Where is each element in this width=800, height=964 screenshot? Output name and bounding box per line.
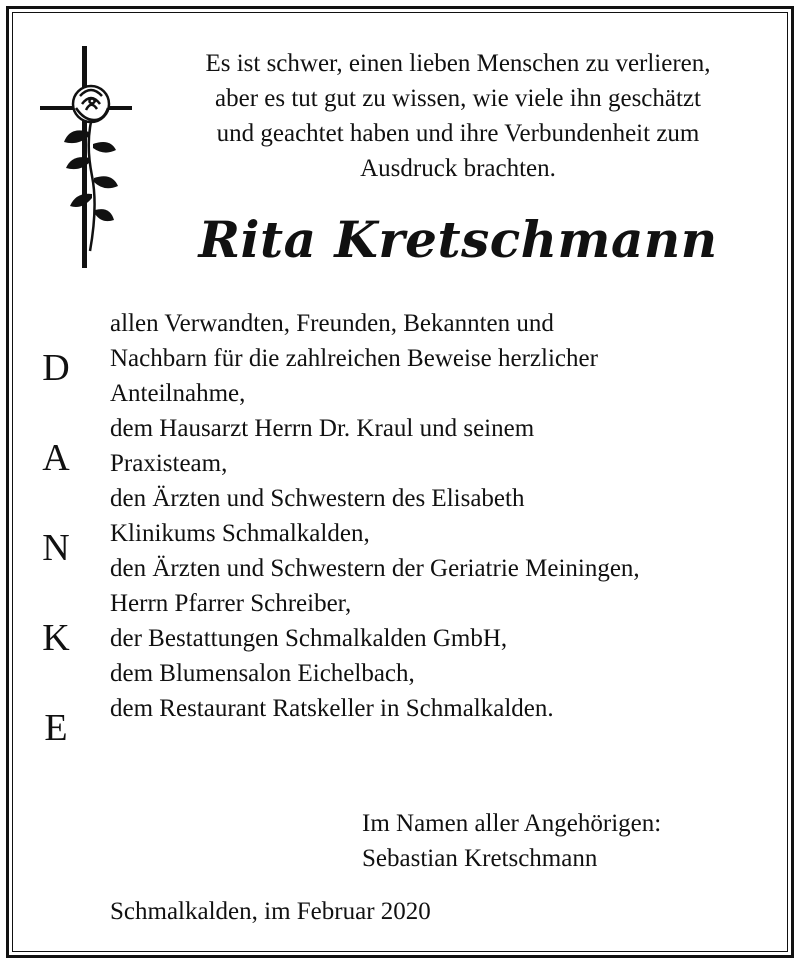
place-date: Schmalkalden, im Februar 2020 <box>110 898 431 925</box>
thanks-line: dem Hausarzt Herrn Dr. Kraul und seinem <box>110 415 535 442</box>
danke-letter: D <box>42 347 70 389</box>
danke-letter: K <box>42 617 70 659</box>
thanks-line: der Bestattungen Schmalkalden GmbH, <box>110 625 508 652</box>
thanks-line: dem Blumensalon Eichelbach, <box>110 660 415 687</box>
signature-name: Sebastian Kretschmann <box>362 845 598 872</box>
thanks-line: Klinikums Schmalkalden, <box>110 520 370 547</box>
quote-line: Es ist schwer, einen lieben Menschen zu verlieren, <box>205 50 711 77</box>
quote-line: aber es tut gut zu wissen, wie viele ihn geschätzt <box>215 85 701 112</box>
thanks-line: Praxisteam, <box>110 450 228 477</box>
thanks-line: Anteilnahme, <box>110 380 246 407</box>
thanks-line: den Ärzten und Schwestern des Elisabeth <box>110 485 525 512</box>
signature-intro: Im Namen aller Angehörigen: <box>362 810 662 837</box>
quote-line: und geachtet haben und ihre Verbundenheit zum <box>216 120 700 147</box>
thanks-line: dem Restaurant Ratskeller in Schmalkalden. <box>110 695 554 722</box>
thanks-list <box>110 306 780 726</box>
thanks-line: allen Verwandten, Freunden, Bekannten und <box>110 310 554 337</box>
danke-letter: A <box>42 437 70 479</box>
danke-letter: N <box>42 527 70 569</box>
signature-block <box>362 806 661 876</box>
danke-vertical <box>36 340 76 790</box>
thanks-line: Herrn Pfarrer Schreiber, <box>110 590 352 617</box>
quote-line: Ausdruck brachten. <box>360 155 556 182</box>
memorial-quote <box>150 46 766 186</box>
danke-letter: E <box>44 707 68 749</box>
thanks-line: den Ärzten und Schwestern der Geriatrie Meiningen, <box>110 555 640 582</box>
deceased-name: Rita Kretschmann <box>198 210 718 269</box>
thanks-line: Nachbarn für die zahlreichen Beweise herzlicher <box>110 345 598 372</box>
cross-with-rose-icon <box>36 46 136 271</box>
